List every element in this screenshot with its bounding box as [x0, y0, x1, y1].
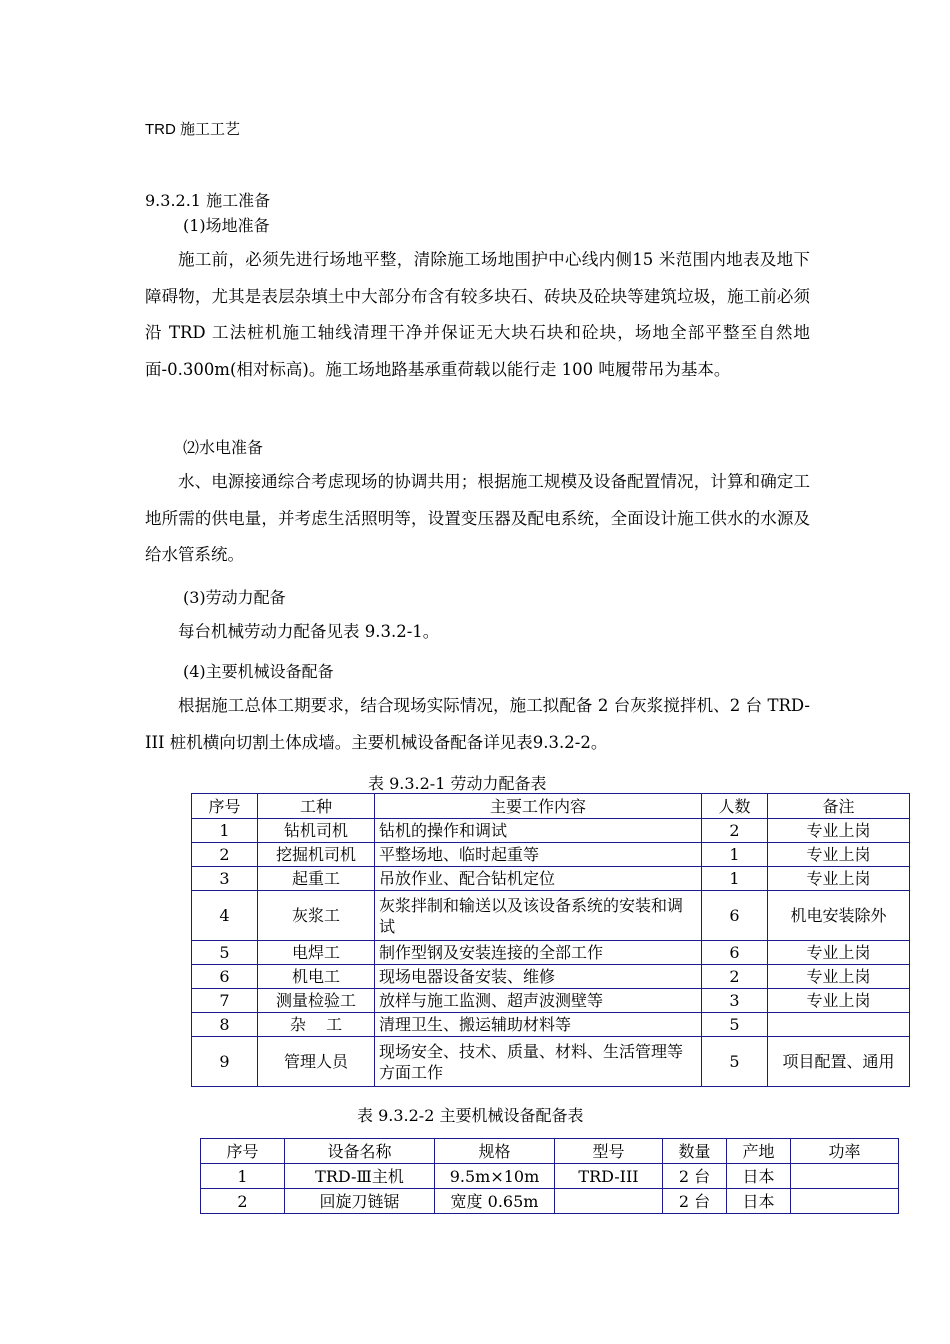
column-header: 设备名称: [285, 1139, 435, 1164]
table-cell: 现场安全、技术、质量、材料、生活管理等方面工作: [375, 1037, 702, 1087]
table-cell: 机电安装除外: [768, 891, 910, 941]
table-cell: 回旋刀链锯: [285, 1189, 435, 1214]
table-cell: 钻机司机: [258, 819, 375, 843]
table-row: [192, 965, 910, 989]
table-cell: 项目配置、通用: [768, 1037, 910, 1087]
column-header: 数量: [663, 1139, 727, 1164]
table-row: [192, 989, 910, 1013]
table-cell: 2: [201, 1189, 285, 1214]
table-cell: TRD-III: [555, 1164, 663, 1189]
table-cell: TRD-Ⅲ主机: [285, 1164, 435, 1189]
table-cell: 5: [192, 941, 258, 965]
table-cell: 日本: [727, 1189, 791, 1214]
table-cell: 放样与施工监测、超声波测壁等: [375, 989, 702, 1013]
water-power-paragraph: 水、电源接通综合考虑现场的协调共用；根据施工规模及设备配置情况，计算和确定工地所需的供电量，并考虑生活照明等，设置变压器及配电系统，全面设计施工供水的水源及给水管系统。: [145, 472, 810, 564]
table-cell: 吊放作业、配合钻机定位: [375, 867, 702, 891]
column-header: 序号: [201, 1139, 285, 1164]
column-header: 工种: [258, 794, 375, 819]
table-row: [201, 1189, 899, 1214]
table-cell: 机电工: [258, 965, 375, 989]
labor-heading: (3)劳动力配备: [183, 588, 286, 607]
table-cell: 3: [192, 867, 258, 891]
table-header-row: [201, 1139, 899, 1164]
table-cell: 3: [702, 989, 768, 1013]
table-cell: 1: [702, 867, 768, 891]
table-cell: 8: [192, 1013, 258, 1037]
table-cell: 1: [192, 819, 258, 843]
table-cell: 日本: [727, 1164, 791, 1189]
table-cell: 1: [201, 1164, 285, 1189]
table-cell: [791, 1164, 899, 1189]
labor-paragraph: 每台机械劳动力配备见表 9.3.2-1。: [178, 622, 440, 641]
table-cell: 6: [192, 965, 258, 989]
table-cell: 清理卫生、搬运辅助材料等: [375, 1013, 702, 1037]
table-cell: 专业上岗: [768, 941, 910, 965]
table-cell: 宽度 0.65m: [435, 1189, 555, 1214]
table-cell: 灰浆工: [258, 891, 375, 941]
table-cell: 6: [702, 941, 768, 965]
site-prep-paragraph: 施工前，必须先进行场地平整，清除施工场地围护中心线内侧15 米范围内地表及地下障碍物，尤其是表层杂填土中大部分布含有较多块石、砖块及砼块等建筑垃圾，施工前必须沿 TRD 工法桩机施工轴线清理干净并保证无大块石块和砼块，场地全部平整至自然地面-0.300m(相对标高)。施工场地路基承重荷载以能行走 100 吨履带吊为基本。: [145, 250, 810, 379]
table-cell: 2: [192, 843, 258, 867]
table-cell: [555, 1189, 663, 1214]
machinery-paragraph: 根据施工总体工期要求，结合现场实际情况，施工拟配备 2 台灰浆搅拌机、2 台 TRD-III 桩机横向切割土体成墙。主要机械设备配备详见表9.3.2-2。: [145, 696, 810, 752]
table-cell: 专业上岗: [768, 989, 910, 1013]
machinery-heading: (4)主要机械设备配备: [183, 662, 334, 681]
column-header: 备注: [768, 794, 910, 819]
column-header: 功率: [791, 1139, 899, 1164]
column-header: 产地: [727, 1139, 791, 1164]
table-cell: 2: [702, 965, 768, 989]
table-cell: 杂 工: [258, 1013, 375, 1037]
table-cell: 平整场地、临时起重等: [375, 843, 702, 867]
table-header-row: [192, 794, 910, 819]
table-row: [192, 867, 910, 891]
table-cell: 现场电器设备安装、维修: [375, 965, 702, 989]
table1-caption: 表 9.3.2-1 劳动力配备表: [368, 774, 547, 793]
table-cell: 专业上岗: [768, 965, 910, 989]
table-cell: 9: [192, 1037, 258, 1087]
table-cell: 5: [702, 1013, 768, 1037]
table-cell: 1: [702, 843, 768, 867]
table-row: [192, 891, 910, 941]
table-cell: 专业上岗: [768, 867, 910, 891]
table-cell: 专业上岗: [768, 843, 910, 867]
machinery-table: [200, 1138, 899, 1214]
column-header: 序号: [192, 794, 258, 819]
table-row: [201, 1164, 899, 1189]
table2-caption: 表 9.3.2-2 主要机械设备配备表: [357, 1106, 584, 1125]
table-cell: 专业上岗: [768, 819, 910, 843]
table-cell: [768, 1013, 910, 1037]
water-power-heading: ⑵水电准备: [183, 438, 264, 457]
table-cell: 起重工: [258, 867, 375, 891]
table-row: [192, 1013, 910, 1037]
column-header: 规格: [435, 1139, 555, 1164]
column-header: 人数: [702, 794, 768, 819]
table-row: [192, 941, 910, 965]
table-cell: 管理人员: [258, 1037, 375, 1087]
table-cell: 2 台: [663, 1164, 727, 1189]
document-title: TRD 施工工艺: [145, 121, 240, 138]
section-title: 9.3.2.1 施工准备: [145, 191, 271, 210]
table-cell: 5: [702, 1037, 768, 1087]
table-cell: 6: [702, 891, 768, 941]
table-cell: 测量检验工: [258, 989, 375, 1013]
table-row: [192, 843, 910, 867]
table-cell: 电焊工: [258, 941, 375, 965]
table-cell: 制作型钢及安装连接的全部工作: [375, 941, 702, 965]
column-header: 型号: [555, 1139, 663, 1164]
table-cell: 4: [192, 891, 258, 941]
column-header: 主要工作内容: [375, 794, 702, 819]
table-cell: 钻机的操作和调试: [375, 819, 702, 843]
table-cell: [791, 1189, 899, 1214]
table-row: [192, 819, 910, 843]
labor-table: [191, 793, 910, 1087]
table-row: [192, 1037, 910, 1087]
table-cell: 2 台: [663, 1189, 727, 1214]
table-cell: 挖掘机司机: [258, 843, 375, 867]
table-cell: 9.5m×10m: [435, 1164, 555, 1189]
site-prep-heading: (1)场地准备: [183, 216, 270, 235]
table-cell: 灰浆拌制和输送以及该设备系统的安装和调试: [375, 891, 702, 941]
table-cell: 2: [702, 819, 768, 843]
table-cell: 7: [192, 989, 258, 1013]
